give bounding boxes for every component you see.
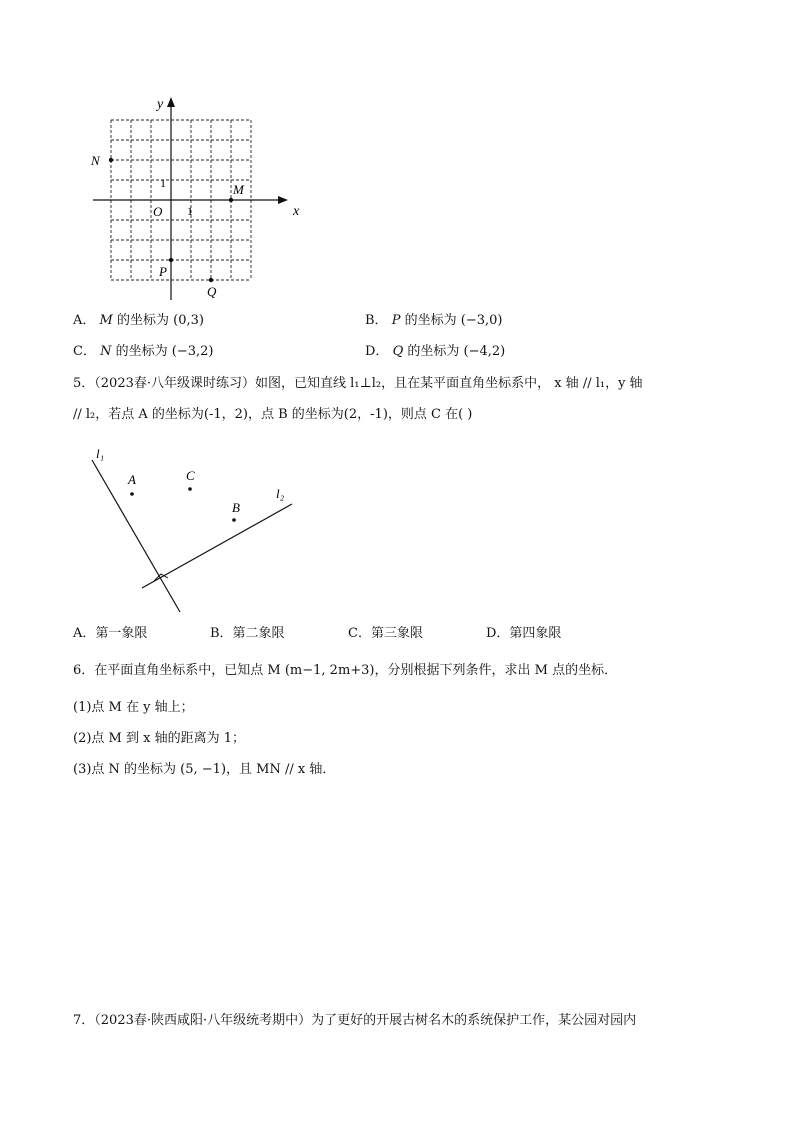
perpendicular-lines-figure	[80, 440, 310, 620]
point-Q-label: Q	[207, 284, 217, 299]
point-B	[232, 518, 236, 522]
option-var: P	[391, 313, 401, 328]
q5-option-b[interactable]: B．第二象限	[210, 626, 285, 641]
option-value: (−3,2)	[171, 344, 214, 359]
option-value: (−3,0)	[460, 313, 503, 328]
q6-part3: (3)点 N 的坐标为 (5, −1)，且 MN // x 轴．	[73, 762, 336, 777]
point-N-label: N	[91, 153, 100, 168]
q6-stem: 6．在平面直角坐标系中，已知点 M (m−1, 2m+3)，分别根据下列条件，求出 M 点的坐标．	[73, 663, 618, 678]
q4-option-d[interactable]	[365, 340, 505, 359]
q4-option-a[interactable]	[73, 309, 204, 328]
point-M-label: M	[233, 182, 244, 197]
x-axis-arrow-icon	[278, 196, 288, 204]
q7-stem: 7．（2023春·陕西咸阳·八年级统考期中）为了更好的开展古树名木的系统保护工作，某公园对园内	[73, 1013, 637, 1028]
option-text: 的坐标为	[407, 344, 460, 359]
option-value: (0,3)	[173, 313, 204, 328]
y-tick-label: 1	[160, 176, 166, 190]
x-tick-label: 1	[187, 204, 193, 218]
point-P	[169, 258, 173, 262]
q5-option-a[interactable]: A．第一象限	[73, 626, 148, 641]
option-value: (−4,2)	[463, 344, 506, 359]
option-var: N	[100, 344, 112, 359]
q5-option-c[interactable]: C．第三象限	[348, 626, 423, 641]
q5-option-d[interactable]: D．第四象限	[486, 626, 562, 641]
q5-stem-line2: // l₂，若点 A 的坐标为(-1，2)，点 B 的坐标为(2，-1)，则点 C 在( )	[73, 407, 473, 422]
option-letter: B．	[365, 313, 388, 328]
option-var: M	[99, 313, 113, 328]
point-P-label: P	[159, 264, 167, 279]
line-l2	[142, 504, 292, 588]
option-letter: A．	[73, 313, 96, 328]
q4-option-b[interactable]	[365, 309, 502, 328]
y-axis-label: y	[157, 97, 164, 112]
option-text: 的坐标为	[404, 313, 457, 328]
option-text: 的坐标为	[116, 313, 169, 328]
q5-stem-line1: 5．（2023春·八年级课时练习）如图，已知直线 l₁⊥l₂，且在某平面直角坐标系中， x 轴 // l₁，y 轴	[73, 376, 643, 391]
option-var: Q	[392, 344, 404, 359]
point-N	[109, 158, 113, 162]
coordinate-grid-figure	[85, 92, 300, 304]
option-letter: D．	[365, 344, 389, 359]
point-B-label: B	[232, 500, 240, 515]
point-M	[229, 198, 233, 202]
point-A-label: A	[128, 472, 136, 487]
point-C-label: C	[186, 468, 195, 483]
y-axis-arrow-icon	[167, 97, 175, 107]
line-l2-label: l₂	[276, 486, 285, 501]
option-text: 的坐标为	[115, 344, 168, 359]
q6-part1: (1)点 M 在 y 轴上；	[73, 700, 194, 715]
point-Q	[209, 278, 213, 282]
origin-label: O	[153, 204, 163, 219]
line-l1	[92, 460, 180, 612]
point-A	[130, 492, 134, 496]
x-axis-label: x	[293, 204, 300, 219]
line-l1-label: l₁	[96, 446, 105, 461]
option-letter: C．	[73, 344, 96, 359]
q4-option-c[interactable]	[73, 340, 213, 359]
point-C	[188, 487, 192, 491]
q6-part2: (2)点 M 到 x 轴的距离为 1；	[73, 731, 245, 746]
